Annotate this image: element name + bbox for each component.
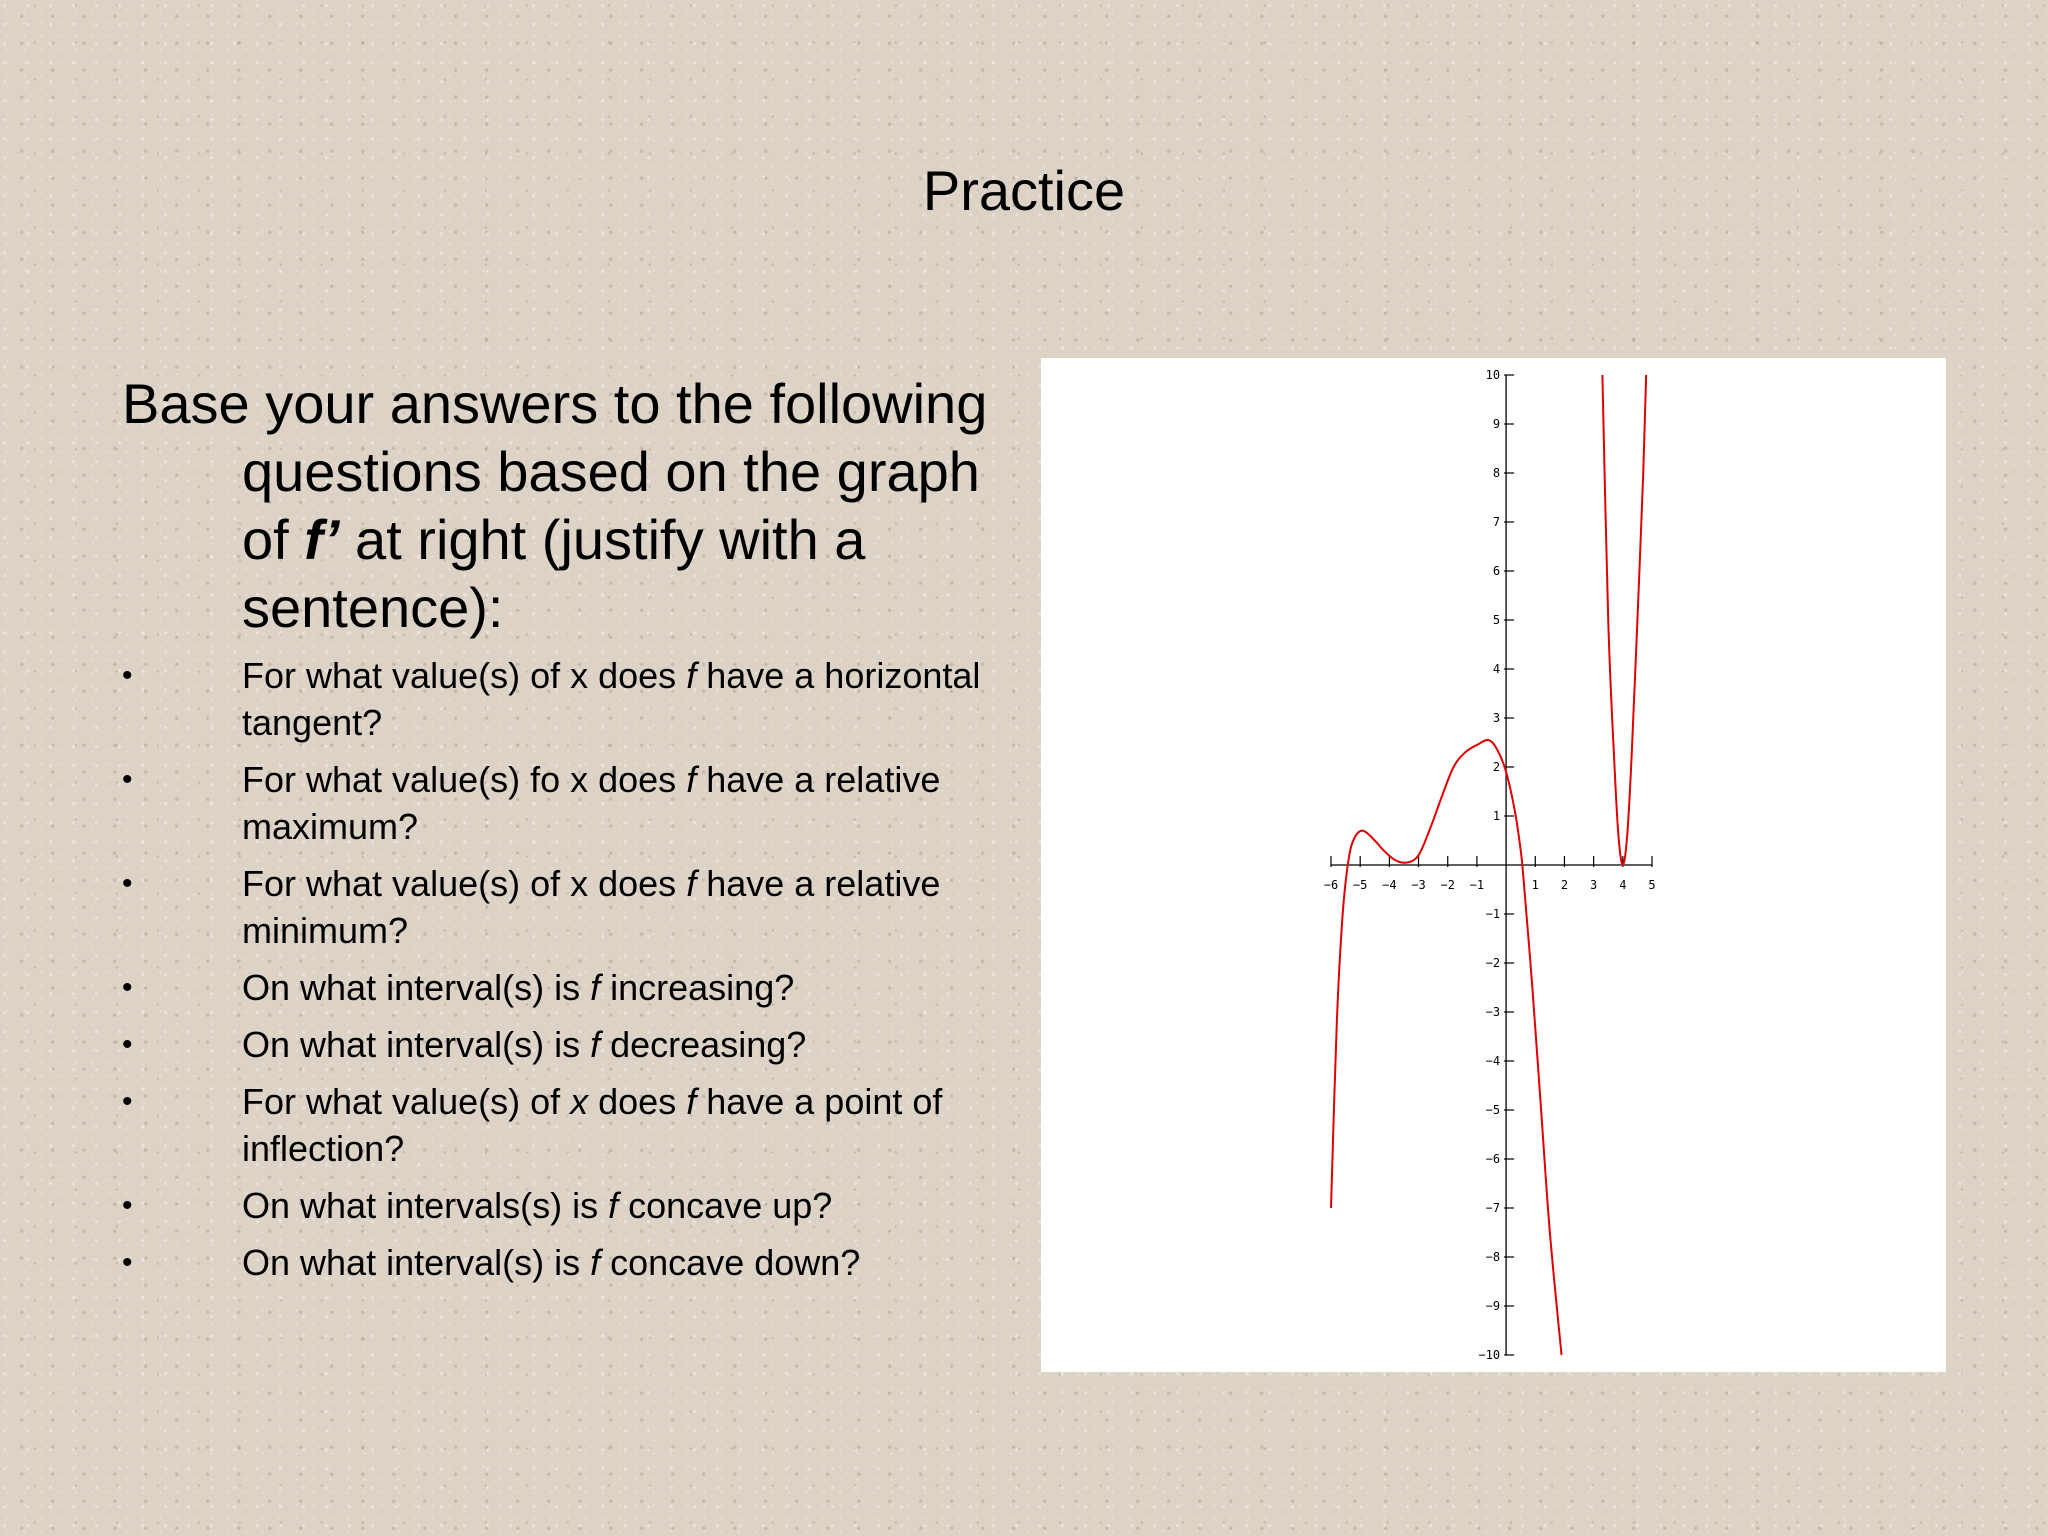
question-text-before: For what value(s) of x does bbox=[242, 863, 687, 904]
question-item bbox=[122, 1078, 1012, 1172]
question-text-before: For what value(s) of bbox=[242, 1081, 571, 1122]
question-var: f bbox=[686, 1081, 697, 1122]
y-tick-label: −8 bbox=[1485, 1250, 1501, 1264]
y-tick-label: 3 bbox=[1492, 711, 1501, 725]
slide-body bbox=[122, 370, 1012, 1296]
y-tick-label: −10 bbox=[1478, 1348, 1501, 1362]
graph-panel bbox=[1041, 358, 1946, 1372]
x-tick-label: 3 bbox=[1590, 878, 1598, 892]
bullet-icon: • bbox=[122, 971, 133, 1004]
x-tick-label: −6 bbox=[1323, 878, 1339, 892]
y-tick-label: −6 bbox=[1485, 1152, 1501, 1166]
question-text-after: have a horizontal tangent? bbox=[242, 655, 981, 743]
y-tick-label: −4 bbox=[1485, 1054, 1501, 1068]
y-tick-label: −1 bbox=[1485, 907, 1501, 921]
question-text-after: decreasing? bbox=[600, 1024, 807, 1065]
question-x: x bbox=[570, 1081, 589, 1122]
y-tick-label: 4 bbox=[1492, 662, 1501, 676]
y-tick-label: 2 bbox=[1492, 760, 1501, 774]
question-item bbox=[122, 756, 1012, 850]
y-tick-label: 5 bbox=[1492, 613, 1501, 627]
question-text-after: have a relative maximum? bbox=[242, 759, 941, 847]
y-tick-label: 8 bbox=[1492, 466, 1501, 480]
y-tick-label: 6 bbox=[1492, 564, 1501, 578]
bullet-icon: • bbox=[122, 1246, 133, 1279]
y-tick-label: −9 bbox=[1485, 1299, 1501, 1313]
x-tick-label: −4 bbox=[1382, 878, 1397, 892]
x-tick-label: 1 bbox=[1531, 878, 1539, 892]
question-text-before: For what value(s) of x does bbox=[242, 655, 687, 696]
y-tick-label: 7 bbox=[1492, 515, 1501, 529]
x-tick-label: −1 bbox=[1469, 878, 1485, 892]
y-tick-label: −2 bbox=[1485, 956, 1501, 970]
question-var: f bbox=[686, 655, 697, 696]
question-text-after: increasing? bbox=[600, 967, 795, 1008]
derivative-curve bbox=[1602, 375, 1646, 865]
question-item bbox=[122, 964, 1012, 1011]
question-text-after: have a relative minimum? bbox=[242, 863, 941, 951]
bullet-icon: • bbox=[122, 1085, 133, 1118]
x-tick-label: −3 bbox=[1411, 878, 1426, 892]
y-tick-label: 1 bbox=[1492, 809, 1501, 823]
y-tick-label: 10 bbox=[1485, 368, 1501, 382]
question-text-before: For what value(s) fo x does bbox=[242, 759, 687, 800]
question-var: f bbox=[608, 1185, 619, 1226]
question-var: f bbox=[590, 1242, 601, 1283]
x-tick-label: −2 bbox=[1440, 878, 1455, 892]
intro-text-after: at right (justify with a sentence): bbox=[242, 508, 866, 639]
question-item bbox=[122, 1021, 1012, 1068]
question-text-before: On what interval(s) is bbox=[242, 1024, 591, 1065]
y-tick-label: −7 bbox=[1485, 1201, 1501, 1215]
x-tick-label: 5 bbox=[1648, 878, 1656, 892]
x-tick-label: −5 bbox=[1352, 878, 1368, 892]
bullet-icon: • bbox=[122, 1189, 133, 1222]
intro-emphasis: f’ bbox=[304, 508, 340, 571]
question-item bbox=[122, 1182, 1012, 1229]
question-text-after: concave up? bbox=[618, 1185, 833, 1226]
question-item bbox=[122, 860, 1012, 954]
bullet-icon: • bbox=[122, 1028, 133, 1061]
intro-text-before: Base your answers to the following questions based on the graph of bbox=[122, 372, 988, 571]
y-tick-label: −5 bbox=[1485, 1103, 1501, 1117]
intro-paragraph bbox=[122, 370, 1012, 642]
y-tick-label: −3 bbox=[1485, 1005, 1501, 1019]
question-var: f bbox=[590, 1024, 601, 1065]
derivative-curve bbox=[1331, 740, 1562, 1355]
bullet-icon: • bbox=[122, 763, 133, 796]
question-text-before: On what interval(s) is bbox=[242, 1242, 591, 1283]
slide-title: Practice bbox=[922, 159, 1126, 222]
question-var: f bbox=[686, 863, 697, 904]
question-item bbox=[122, 1239, 1012, 1286]
x-tick-label: 4 bbox=[1619, 878, 1627, 892]
question-item bbox=[122, 652, 1012, 746]
y-tick-label: 9 bbox=[1492, 417, 1501, 431]
x-tick-label: 2 bbox=[1560, 878, 1569, 892]
question-text-mid: does bbox=[588, 1081, 687, 1122]
question-text-after: have a point of inflection? bbox=[242, 1081, 943, 1169]
question-var: f bbox=[590, 967, 601, 1008]
question-text-before: On what interval(s) is bbox=[242, 967, 591, 1008]
question-text-after: concave down? bbox=[600, 1242, 861, 1283]
question-text-before: On what intervals(s) is bbox=[242, 1185, 609, 1226]
question-var: f bbox=[686, 759, 697, 800]
bullet-icon: • bbox=[122, 867, 133, 900]
derivative-graph bbox=[1041, 358, 1946, 1372]
bullet-icon: • bbox=[122, 659, 133, 692]
